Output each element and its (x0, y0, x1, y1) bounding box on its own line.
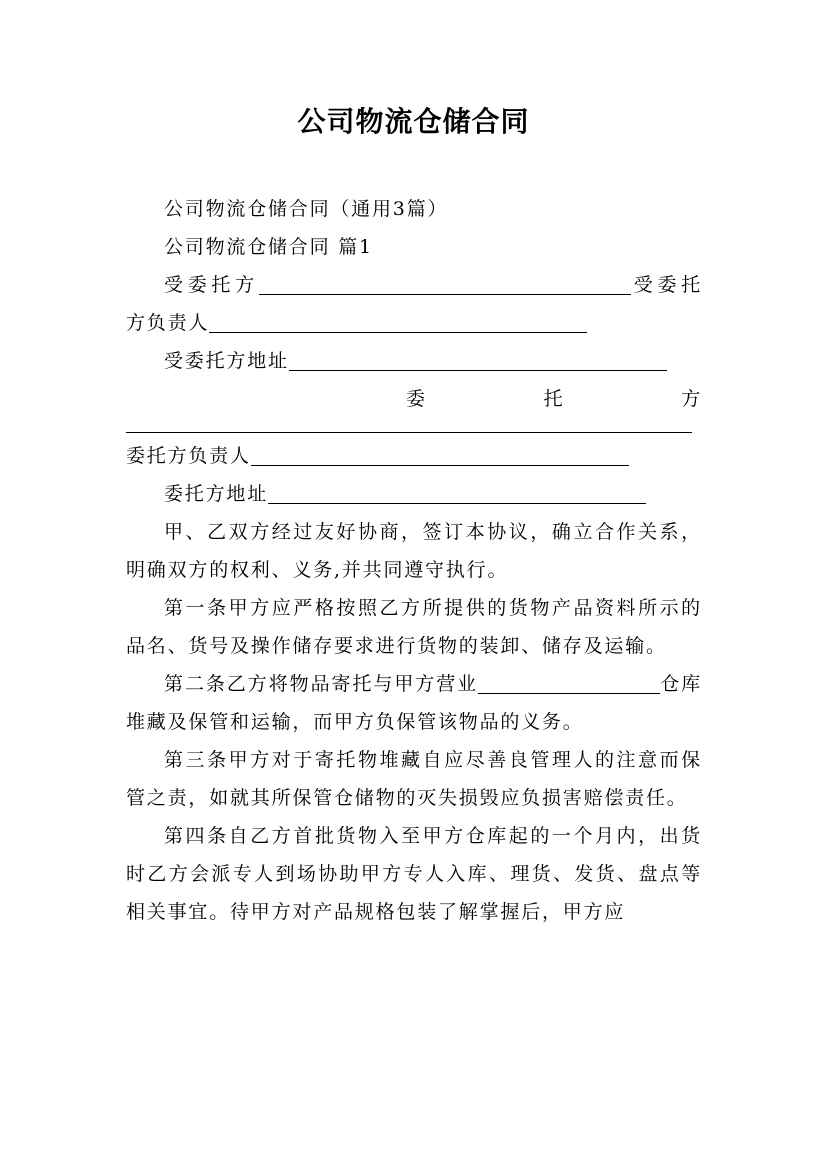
section-heading: 公司物流仓储合同 篇1 (164, 236, 373, 258)
client-char-1: 委 (406, 388, 427, 410)
document-title: 公司物流仓储合同 (297, 105, 530, 138)
intro-paragraph: 甲、乙双方经过友好协商，签订本协议，确立合作关系，明确双方的权利、义务,并共同遵守执行。 (126, 521, 702, 581)
client-head-blank (251, 443, 629, 466)
trustee-head-label-part1: 受委托 (630, 274, 702, 296)
client-char-2: 托 (543, 388, 565, 410)
client-address-paragraph (126, 475, 702, 513)
article-2-part-a: 第二条乙方将物品寄托与甲方营业 (164, 673, 479, 695)
trustee-blank (259, 272, 631, 295)
article-1: 第一条甲方应严格按照乙方所提供的货物产品资料所示的品名、货号及操作储存要求进行货物的装卸、储存及运输。 (126, 597, 702, 657)
article-2 (126, 665, 702, 741)
client-address-label: 委托方地址 (164, 483, 269, 505)
trustee-address-blank (289, 348, 667, 371)
client-head-label: 委托方负责人 (126, 445, 251, 467)
client-address-blank (268, 481, 646, 504)
article-2-part-b: 仓库堆藏及保管和运输，而甲方负保管该物品的义务。 (126, 673, 702, 733)
trustee-address-paragraph (126, 342, 702, 380)
article-3: 第三条甲方对于寄托物堆藏自应尽善良管理人的注意而保管之责，如就其所保管仓储物的灭失损毁应负损害赔偿责任。 (126, 749, 702, 809)
subtitle-line: 公司物流仓储合同（通用3篇） (164, 198, 449, 220)
client-char-3: 方 (681, 388, 702, 410)
trustee-head-label-part2: 方负责人 (126, 312, 210, 334)
trustee-head-blank (209, 310, 587, 333)
article-4: 第四条自乙方首批货物入至甲方仓库起的一个月内，出货时乙方会派专人到场协助甲方专人入库、理货、发货、盘点等相关事宜。待甲方对产品规格包装了解掌握后，甲方应 (126, 825, 702, 923)
document-body (126, 190, 702, 931)
client-head-paragraph (126, 437, 702, 475)
trustee-label: 受委托方 (164, 274, 259, 296)
article-2-blank (478, 671, 660, 694)
trustee-field-paragraph (126, 266, 702, 342)
trustee-address-label: 受委托方地址 (164, 350, 289, 372)
